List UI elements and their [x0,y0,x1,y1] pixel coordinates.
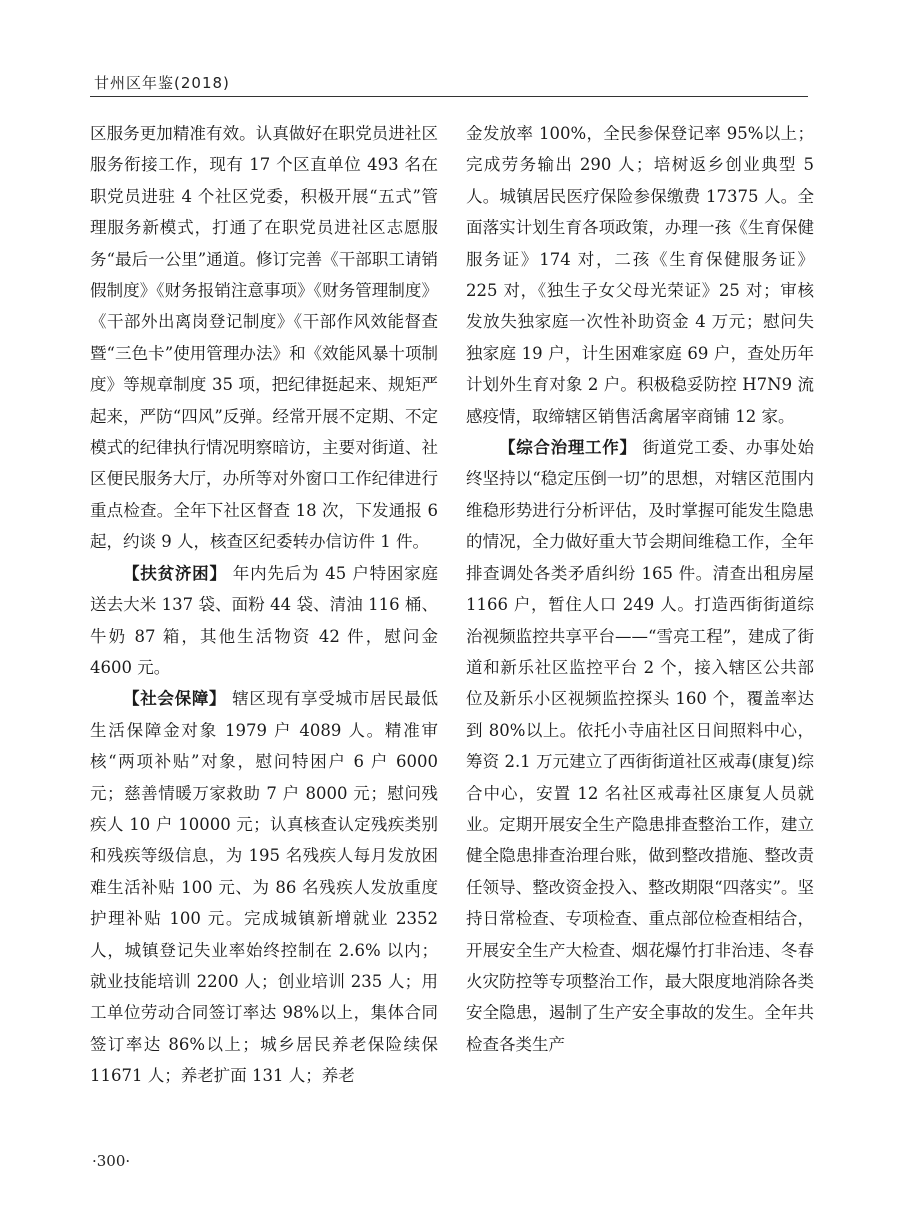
section-body: 辖区现有享受城市居民最低生活保障金对象 1979 户 4089 人。精准审核“两项补贴”对象，慰问特困户 6 户 6000 元；慈善情暖万家救助 7 户 8000 元；慰问残疾人 10 户 10000 元；认真核查认定残疾类别和残疾等级信息，为 195 名残疾人每月发放困难生活补贴 100 元、为 86 名残疾人发放重度护理补贴 100 元。完成城镇新增就业 2352 人，城镇登记失业率始终控制在 2.6% 以内；就业技能培训 2200 人；创业培训 235 人；用工单位劳动合同签订率达 98%以上，集体合同签订率达 86%以上；城乡居民养老保险续保 11671 人；养老扩面 131 人；养老 [90,689,439,1086]
paragraph-continued: 区服务更加精准有效。认真做好在职党员进社区服务衔接工作，现有 17 个区直单位 493 名在职党员进驻 4 个社区党委，积极开展“五式”管理服务新模式，打通了在职党员进社区志愿服务“最后一公里”通道。修订完善《干部职工请销假制度》《财务报销注意事项》《财务管理制度》《干部外出离岗登记制度》《干部作风效能督查暨“三色卡”使用管理办法》和《效能风暴十项制度》等规章制度 35 项，把纪律挺起来、规矩严起来，严防“四风”反弹。经常开展不定期、不定模式的纪律执行情况明察暗访，主要对街道、社区便民服务大厅，办所等对外窗口工作纪律进行重点检查。全年下社区督查 18 次，下发通报 6 起，约谈 9 人，核查区纪委转办信访件 1 件。 [90,124,438,552]
page-number: ·300· [92,1152,131,1170]
left-column [90,118,438,1092]
section-social-security [90,683,438,1091]
section-body: 街道党工委、办事处始终坚持以“稳定压倒一切”的思想，对辖区范围内维稳形势进行分析评估，及时掌握可能发生隐患的情况，全力做好重大节会期间维稳工作，全年排查调处各类矛盾纠纷 165 件。清查出租房屋 1166 户，暂住人口 249 人。打造西街街道综治视频监控共享平台——“雪亮工程”，建成了街道和新乐社区监控平台 2 个，接入辖区公共部位及新乐小区视频监控探头 160 个，覆盖率达到 80%以上。依托小寺庙社区日间照料中心，筹资 2.1 万元建立了西街街道社区戒毒(康复)综合中心，安置 12 名社区戒毒社区康复人员就业。定期开展安全生产隐患排查整治工作，建立健全隐患排查治理台账，做到整改措施、整改责任领导、整改资金投入、整改期限“四落实”。坚持日常检查、专项检查、重点部位检查相结合，开展安全生产大检查、烟花爆竹打非治违、冬春火灾防控等专项整治工作，最大限度地消除各类安全隐患，遏制了生产安全事故的发生。全年共检查各类生产 [466,438,815,1054]
section-heading: 【社会保障】 [123,689,227,709]
section-heading: 【扶贫济困】 [123,563,227,583]
paragraph-continued: 金发放率 100%，全民参保登记率 95%以上；完成劳务输出 290 人；培树返乡创业典型 5 人。城镇居民医疗保险参保缴费 17375 人。全面落实计划生育各项政策，办理一孩《生育保健服务证》174 对，二孩《生育保健服务证》225 对，《独生子女父母光荣证》25 对；审核发放失独家庭一次性补助资金 4 万元；慰问失独家庭 19 户，计生困难家庭 69 户，查处历年计划外生育对象 2 户。积极稳妥防控 H7N9 流感疫情，取缔辖区销售活禽屠宰商铺 12 家。 [466,124,814,426]
section-body: 年内先后为 45 户特困家庭送去大米 137 袋、面粉 44 袋、清油 116 桶、牛奶 87 箱，其他生活物资 42 件，慰问金 4600 元。 [90,563,438,677]
running-header [90,68,808,97]
section-comprehensive-governance [466,432,814,1060]
section-heading: 【综合治理工作】 [499,438,637,458]
section-poverty-relief [90,558,438,684]
right-column [466,118,814,1060]
yearbook-title: 甘州区年鉴(2018) [94,74,230,92]
